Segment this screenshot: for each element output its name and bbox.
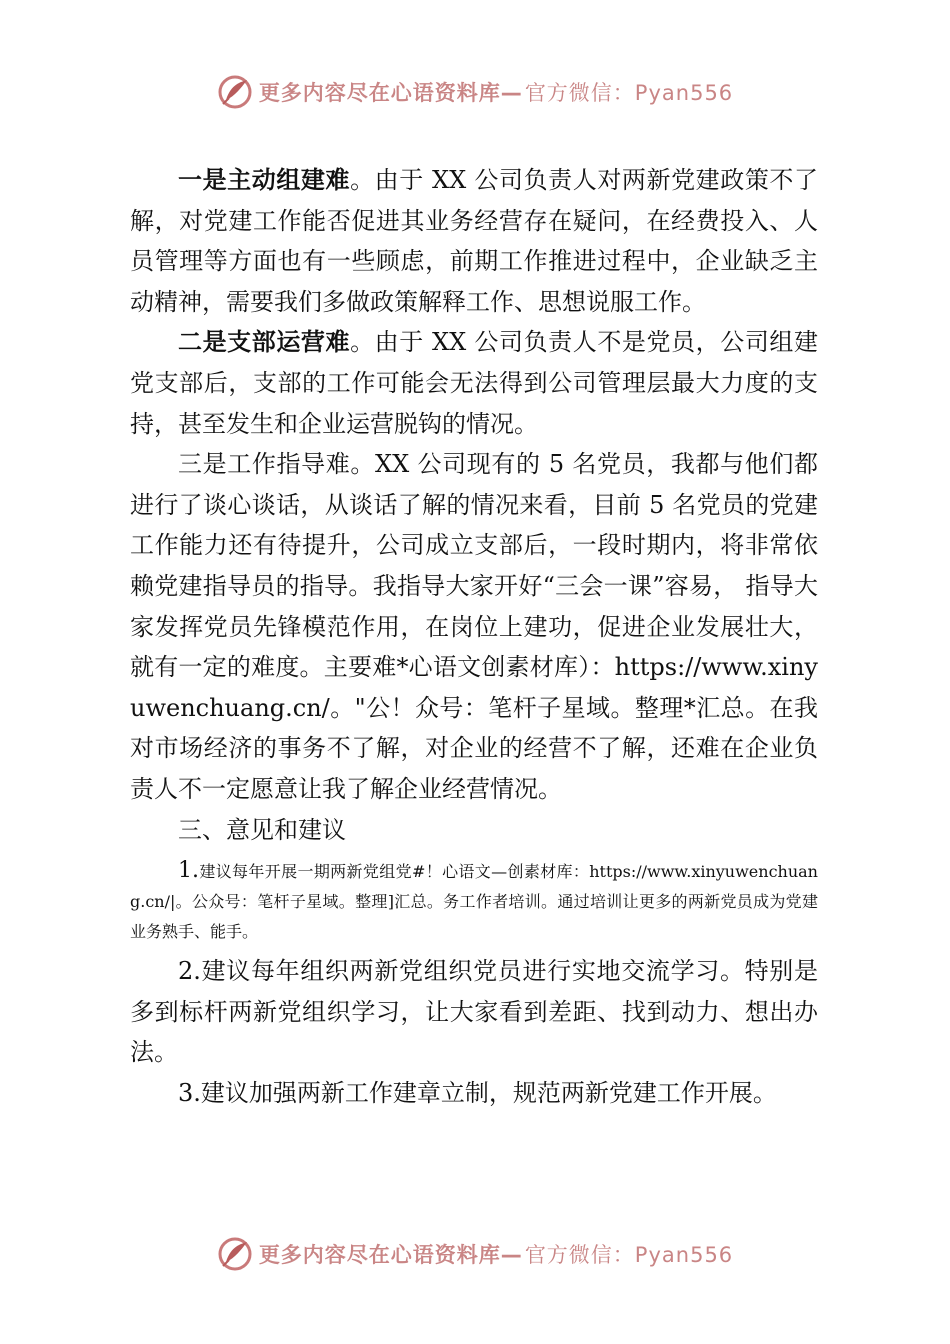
suggestion-2: 2.建议每年组织两新党组织党员进行实地交流学习。特别是多到标杆两新党组织学习，让大家看到差距、找到动力、想出办法。 bbox=[130, 957, 818, 1067]
paragraph-2 bbox=[130, 322, 818, 444]
paragraph-2-lead: 二是支部运营难 bbox=[178, 327, 351, 357]
footer-banner-wechat: 官方微信：Pyan556 bbox=[524, 1243, 734, 1267]
paragraph-1 bbox=[130, 160, 818, 322]
banner-wechat: 官方微信：Pyan556 bbox=[524, 81, 734, 105]
brush-logo-icon bbox=[217, 74, 253, 110]
suggestion-3: 3.建议加强两新工作建章立制，规范两新党建工作开展。 bbox=[178, 1078, 777, 1107]
footer-banner-text: 更多内容尽在心语资料库— bbox=[258, 1243, 523, 1267]
header-banner bbox=[0, 72, 950, 112]
suggestion-1-number: 1. bbox=[178, 858, 199, 884]
paragraph-1-text: 。由于 XX 公司负责人对两新党建政策不了解，对党建工作能否促进其业务经营存在疑问，在经费投入、人员管理等方面也有一些顾虑，前期工作推进过程中，企业缺乏主动精神，需要我们多做政策解释工作、思想说服工作。 bbox=[130, 166, 818, 316]
brush-logo-icon bbox=[217, 1236, 253, 1272]
banner-text: 更多内容尽在心语资料库— bbox=[258, 81, 523, 105]
document-body bbox=[130, 160, 818, 1113]
suggestion-1 bbox=[130, 856, 818, 947]
section-heading: 三、意见和建议 bbox=[178, 815, 346, 844]
paragraph-3: 三是工作指导难。XX 公司现有的 5 名党员，我都与他们都进行了谈心谈话，从谈话了解的情况来看，目前 5 名党员的党建工作能力还有待提升，公司成立支部后，一段时期内，将非常依赖党建指导员的指导。我指导大家开好“三会一课”容易， 指导大家发挥党员先锋模范作用，在岗位上建功，促进企业发展壮大，就有一定的难度。主要难*心语文创素材库）：https://www.xinyuwenchuang.cn/。"公！众号：笔杆子星域。整理*汇总。在我对市场经济的事务不了解，对企业的经营不了解，还难在企业负责人不一定愿意让我了解企业经营情况。 bbox=[130, 450, 818, 803]
footer-banner bbox=[0, 1234, 950, 1274]
suggestion-1-text: 建议每年开展一期两新党组党#！心语文—创素材库：https://www.xinyuwenchuang.cn/|。公众号：笔杆子星域。整理]汇总。务工作者培训。通过培训让更多的两新党员成为党建业务熟手、能手。 bbox=[130, 862, 818, 942]
paragraph-2-text: 。由于 XX 公司负责人不是党员，公司组建党支部后，支部的工作可能会无法得到公司管理层最大力度的支持，甚至发生和企业运营脱钩的情况。 bbox=[130, 328, 818, 438]
paragraph-1-lead: 一是主动组建难 bbox=[178, 165, 351, 194]
